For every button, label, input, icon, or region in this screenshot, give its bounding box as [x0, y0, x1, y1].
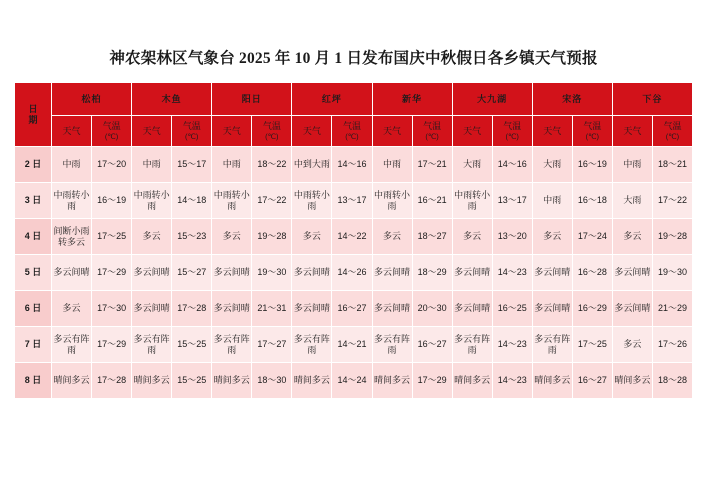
cell-temp: 17～28	[92, 363, 132, 399]
cell-temp: 17～27	[252, 327, 292, 363]
cell-weather: 晴间多云	[532, 363, 572, 399]
cell-temp: 14～23	[492, 327, 532, 363]
cell-temp: 19～30	[652, 255, 692, 291]
cell-temp: 15～25	[172, 327, 212, 363]
cell-temp: 19～28	[652, 219, 692, 255]
cell-weather: 中雨	[212, 147, 252, 183]
subheader-temp-label-2: 气温	[262, 120, 281, 131]
cell-weather: 多云有阵雨	[52, 327, 92, 363]
cell-weather: 晴间多云	[612, 363, 652, 399]
town-header-xinhua: 新华	[372, 83, 452, 116]
cell-temp: 18～27	[412, 219, 452, 255]
row-date: 8 日	[15, 363, 52, 399]
cell-weather: 多云间晴	[292, 291, 332, 327]
subheader-temp-7	[652, 116, 692, 147]
cell-weather: 大雨	[452, 147, 492, 183]
cell-weather: 晴间多云	[372, 363, 412, 399]
table-row	[15, 183, 693, 219]
subheader-temp-5	[492, 116, 532, 147]
cell-temp: 18～28	[652, 363, 692, 399]
subheader-temp-label-5: 气温	[503, 120, 522, 131]
subheader-temp-label-1: 气温	[182, 120, 201, 131]
row-date: 2 日	[15, 147, 52, 183]
table-row	[15, 147, 693, 183]
subheader-temp-unit-1: (℃)	[185, 131, 199, 141]
table-header	[15, 83, 693, 147]
cell-weather: 多云	[212, 219, 252, 255]
cell-temp: 17～24	[572, 219, 612, 255]
cell-weather: 多云	[132, 219, 172, 255]
cell-weather: 多云	[532, 219, 572, 255]
cell-weather: 多云有阵雨	[372, 327, 412, 363]
cell-temp: 14～21	[332, 327, 372, 363]
page-title: 神农架林区气象台 2025 年 10 月 1 日发布国庆中秋假日各乡镇天气预报	[109, 50, 598, 67]
subheader-temp-label-0: 气温	[102, 120, 121, 131]
header-row-towns	[15, 83, 693, 116]
cell-temp: 16～21	[412, 183, 452, 219]
cell-temp: 18～29	[412, 255, 452, 291]
cell-weather: 中雨	[132, 147, 172, 183]
table-body	[15, 147, 693, 399]
date-header-line1: 日	[28, 103, 38, 114]
table-row	[15, 363, 693, 399]
cell-temp: 17～21	[412, 147, 452, 183]
cell-temp: 17～22	[252, 183, 292, 219]
cell-temp: 19～30	[252, 255, 292, 291]
subheader-weather-6: 天气	[532, 116, 572, 147]
cell-temp: 14～26	[332, 255, 372, 291]
town-header-xiagu: 下谷	[612, 83, 692, 116]
subheader-temp-unit-5: (℃)	[505, 131, 519, 141]
cell-temp: 17～30	[92, 291, 132, 327]
cell-temp: 17～26	[652, 327, 692, 363]
town-header-songluo: 宋洛	[532, 83, 612, 116]
subheader-temp-unit-4: (℃)	[425, 131, 439, 141]
cell-weather: 多云有阵雨	[452, 327, 492, 363]
subheader-temp-3	[332, 116, 372, 147]
cell-weather: 多云有阵雨	[132, 327, 172, 363]
subheader-weather-2: 天气	[212, 116, 252, 147]
cell-temp: 21～29	[652, 291, 692, 327]
cell-temp: 19～28	[252, 219, 292, 255]
cell-weather: 多云有阵雨	[292, 327, 332, 363]
table-row	[15, 327, 693, 363]
cell-temp: 15～25	[172, 363, 212, 399]
cell-weather: 晴间多云	[52, 363, 92, 399]
cell-weather: 多云间晴	[212, 291, 252, 327]
subheader-temp-2	[252, 116, 292, 147]
cell-temp: 17～29	[92, 255, 132, 291]
cell-weather: 多云间晴	[532, 255, 572, 291]
cell-weather: 大雨	[612, 183, 652, 219]
date-column-header	[15, 83, 52, 147]
cell-weather: 中雨转小雨	[292, 183, 332, 219]
cell-temp: 14～16	[492, 147, 532, 183]
cell-weather: 中雨	[372, 147, 412, 183]
cell-weather: 多云间晴	[612, 255, 652, 291]
cell-temp: 16～25	[492, 291, 532, 327]
town-header-hongping: 红坪	[292, 83, 372, 116]
cell-weather: 中雨转小雨	[212, 183, 252, 219]
cell-weather: 中雨转小雨	[132, 183, 172, 219]
table-row	[15, 255, 693, 291]
subheader-temp-4	[412, 116, 452, 147]
cell-weather: 大雨	[532, 147, 572, 183]
cell-temp: 16～19	[92, 183, 132, 219]
row-date: 6 日	[15, 291, 52, 327]
cell-temp: 17～29	[412, 363, 452, 399]
cell-weather: 多云间晴	[612, 291, 652, 327]
cell-weather: 晴间多云	[452, 363, 492, 399]
cell-temp: 14～24	[332, 363, 372, 399]
subheader-temp-unit-7: (℃)	[665, 131, 680, 141]
subheader-temp-unit-0: (℃)	[104, 131, 119, 141]
cell-temp: 17～20	[92, 147, 132, 183]
subheader-temp-unit-3: (℃)	[345, 131, 359, 141]
cell-temp: 20～30	[412, 291, 452, 327]
cell-weather: 多云间晴	[52, 255, 92, 291]
cell-weather: 晴间多云	[132, 363, 172, 399]
cell-weather: 多云间晴	[372, 255, 412, 291]
subheader-temp-6	[572, 116, 612, 147]
cell-weather: 多云	[292, 219, 332, 255]
row-date: 3 日	[15, 183, 52, 219]
town-header-dajiuhu: 大九湖	[452, 83, 532, 116]
cell-temp: 14～22	[332, 219, 372, 255]
cell-temp: 13～17	[492, 183, 532, 219]
cell-weather: 多云间晴	[452, 291, 492, 327]
cell-temp: 14～18	[172, 183, 212, 219]
cell-temp: 13～17	[332, 183, 372, 219]
cell-temp: 13～20	[492, 219, 532, 255]
table-row	[15, 291, 693, 327]
cell-temp: 16～28	[572, 255, 612, 291]
cell-temp: 16～18	[572, 183, 612, 219]
subheader-temp-label-3: 气温	[342, 120, 361, 131]
cell-temp: 17～25	[92, 219, 132, 255]
cell-weather: 多云	[372, 219, 412, 255]
town-header-yangri: 阳日	[212, 83, 292, 116]
subheader-temp-0	[92, 116, 132, 147]
subheader-temp-label-6: 气温	[583, 120, 602, 131]
cell-weather: 多云	[612, 219, 652, 255]
cell-temp: 17～28	[172, 291, 212, 327]
cell-temp: 15～23	[172, 219, 212, 255]
cell-weather: 多云间晴	[132, 291, 172, 327]
subheader-weather-1: 天气	[132, 116, 172, 147]
cell-temp: 17～25	[572, 327, 612, 363]
subheader-weather-7: 天气	[612, 116, 652, 147]
cell-temp: 14～23	[492, 255, 532, 291]
cell-temp: 21～31	[252, 291, 292, 327]
cell-temp: 18～21	[652, 147, 692, 183]
cell-weather: 中雨转小雨	[452, 183, 492, 219]
cell-weather: 中雨	[52, 147, 92, 183]
cell-temp: 16～27	[572, 363, 612, 399]
cell-weather: 中雨	[532, 183, 572, 219]
cell-weather: 多云间晴	[132, 255, 172, 291]
row-date: 7 日	[15, 327, 52, 363]
cell-weather: 中雨转小雨	[372, 183, 412, 219]
cell-weather: 多云间晴	[212, 255, 252, 291]
cell-weather: 间断小雨转多云	[52, 219, 92, 255]
cell-weather: 晴间多云	[212, 363, 252, 399]
cell-weather: 多云间晴	[372, 291, 412, 327]
subheader-temp-label-7: 气温	[663, 120, 682, 131]
cell-weather: 中到大雨	[292, 147, 332, 183]
cell-weather: 多云间晴	[292, 255, 332, 291]
cell-weather: 晴间多云	[292, 363, 332, 399]
subheader-temp-1	[172, 116, 212, 147]
cell-temp: 18～22	[252, 147, 292, 183]
cell-weather: 中雨	[612, 147, 652, 183]
subheader-weather-3: 天气	[292, 116, 332, 147]
cell-temp: 17～22	[652, 183, 692, 219]
cell-temp: 16～27	[332, 291, 372, 327]
cell-weather: 多云有阵雨	[212, 327, 252, 363]
cell-temp: 15～17	[172, 147, 212, 183]
date-header-line2: 期	[28, 114, 38, 125]
cell-temp: 15～27	[172, 255, 212, 291]
table-row	[15, 219, 693, 255]
cell-weather: 中雨转小雨	[52, 183, 92, 219]
cell-temp: 16～19	[572, 147, 612, 183]
subheader-weather-0: 天气	[52, 116, 92, 147]
cell-weather: 多云间晴	[452, 255, 492, 291]
cell-temp: 14～16	[332, 147, 372, 183]
forecast-table	[14, 82, 693, 399]
row-date: 5 日	[15, 255, 52, 291]
subheader-temp-unit-6: (℃)	[585, 131, 600, 141]
cell-temp: 16～27	[412, 327, 452, 363]
subheader-weather-5: 天气	[452, 116, 492, 147]
row-date: 4 日	[15, 219, 52, 255]
cell-weather: 多云	[612, 327, 652, 363]
town-header-muyu: 木鱼	[132, 83, 212, 116]
cell-weather: 多云间晴	[532, 291, 572, 327]
cell-weather: 多云	[52, 291, 92, 327]
header-row-metrics	[15, 116, 693, 147]
subheader-weather-4: 天气	[372, 116, 412, 147]
cell-weather: 多云	[452, 219, 492, 255]
cell-temp: 14～23	[492, 363, 532, 399]
cell-temp: 17～29	[92, 327, 132, 363]
cell-temp: 18～30	[252, 363, 292, 399]
subheader-temp-label-4: 气温	[423, 120, 442, 131]
cell-temp: 16～29	[572, 291, 612, 327]
town-header-songbai: 松柏	[52, 83, 132, 116]
cell-weather: 多云有阵雨	[532, 327, 572, 363]
subheader-temp-unit-2: (℃)	[265, 131, 279, 141]
